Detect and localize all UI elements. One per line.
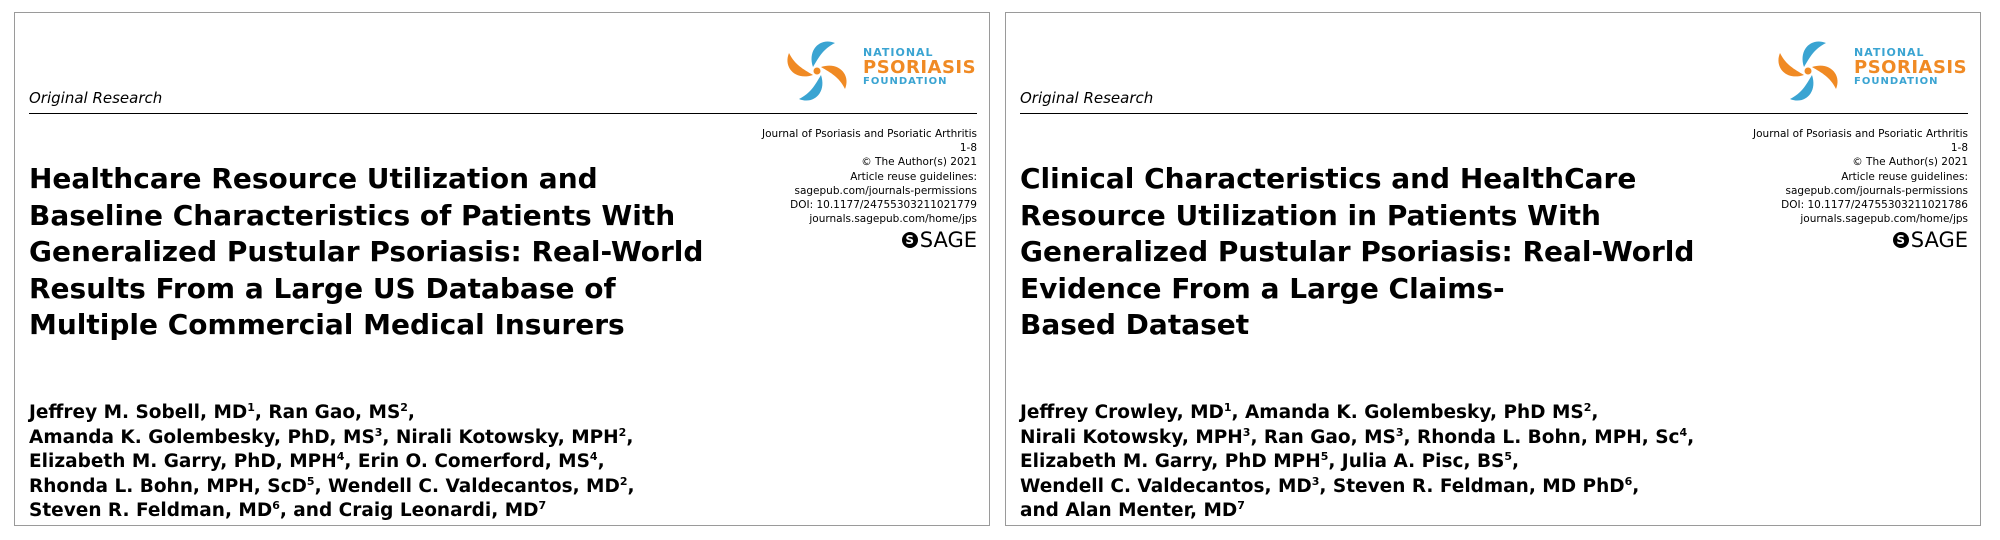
title-line: Multiple Commercial Medical Insurers <box>29 308 625 342</box>
author-name: Jeffrey M. Sobell, MD <box>29 402 248 423</box>
title-line: Results From a Large US Database of <box>29 271 616 305</box>
affiliation-superscript: 5 <box>1320 450 1329 464</box>
author-line <box>1020 499 1780 524</box>
journal-name: Journal of Psoriasis and Psoriatic Arthritis <box>1753 128 1968 140</box>
title-line: Resource Utilization in Patients With <box>1020 198 1601 232</box>
npf-logo-icon <box>777 31 857 111</box>
affiliation-superscript: 2 <box>618 425 627 439</box>
affiliation-superscript: 7 <box>538 499 547 513</box>
affiliation-superscript: 2 <box>1583 400 1592 414</box>
logo-line-2: PSORIASIS <box>863 56 977 78</box>
logo-line-3: FOUNDATION <box>863 76 948 88</box>
author-name: , Steven R. Feldman, MD PhD <box>1319 475 1625 497</box>
reuse-guidelines-label: Article reuse guidelines: <box>850 170 977 183</box>
author-separator: , <box>626 426 634 448</box>
section-label: Original Research <box>1020 89 1154 107</box>
author-name: Rhonda L. Bohn, MPH, ScD <box>29 475 307 497</box>
affiliation-superscript: 6 <box>272 499 280 513</box>
author-name: Nirali Kotowsky, MPH <box>1020 426 1243 448</box>
article-card-left <box>14 12 990 526</box>
sage-wordmark: SAGE <box>1910 228 1968 253</box>
npf-logo <box>1768 23 1968 113</box>
journal-name: Journal of Psoriasis and Psoriatic Arthritis <box>762 128 977 140</box>
journal-pages: 1-8 <box>1950 142 1968 155</box>
affiliation-superscript: 2 <box>400 400 408 414</box>
permissions-link[interactable]: sagepub.com/journals-permissions <box>1785 184 1968 197</box>
author-line <box>1020 426 1780 451</box>
author-line <box>29 499 789 524</box>
title-line: Clinical Characteristics and HealthCare <box>1020 162 1637 195</box>
logo-line-3: FOUNDATION <box>1854 76 1939 88</box>
section-label: Original Research <box>29 89 163 107</box>
author-name: Elizabeth M. Garry, PhD MPH <box>1020 451 1321 473</box>
author-name: , Nirali Kotowsky, MPH <box>382 426 619 448</box>
affiliation-superscript: 3 <box>1311 474 1320 488</box>
npf-logo-wordmark <box>1854 47 1967 88</box>
permissions-link[interactable]: sagepub.com/journals-permissions <box>794 184 977 197</box>
affiliation-superscript: 4 <box>336 450 345 464</box>
affiliation-superscript: 5 <box>306 474 315 488</box>
title-line: Evidence From a Large Claims- <box>1020 271 1505 305</box>
author-separator: , <box>597 451 605 473</box>
affiliation-superscript: 4 <box>589 450 598 464</box>
header-rule <box>29 113 977 114</box>
author-name: Wendell C. Valdecantos, MD <box>1020 475 1312 497</box>
title-line: Generalized Pustular Psoriasis: Real-World <box>1020 235 1695 269</box>
author-line <box>1020 475 1780 500</box>
author-name: , Rhonda L. Bohn, MPH, Sc <box>1403 426 1680 448</box>
journal-info <box>762 127 977 251</box>
article-title <box>29 161 769 344</box>
author-name: Jeffrey Crowley, MD <box>1020 402 1224 423</box>
author-name: Elizabeth M. Garry, PhD, MPH <box>29 451 337 473</box>
doi-text[interactable]: DOI: 10.1177/24755303211021779 <box>790 199 977 212</box>
author-line <box>29 426 789 451</box>
affiliation-superscript: 6 <box>1624 474 1633 488</box>
journal-home-link[interactable]: journals.sagepub.com/home/jps <box>809 213 977 226</box>
author-line <box>29 475 789 500</box>
author-line <box>29 450 789 475</box>
logo-line-1: NATIONAL <box>1854 46 1925 59</box>
npf-logo-wordmark <box>863 47 976 88</box>
affiliation-superscript: 7 <box>1237 499 1245 513</box>
affiliation-superscript: 5 <box>1504 450 1513 464</box>
title-line: Generalized Pustular Psoriasis: Real-World <box>29 235 704 269</box>
title-line: Healthcare Resource Utilization and <box>29 162 598 195</box>
author-name: and Alan Menter, MD <box>1020 500 1238 522</box>
author-name: , Ran Gao, MS <box>1250 426 1396 448</box>
author-separator: , <box>407 402 415 423</box>
journal-pages: 1-8 <box>959 142 977 155</box>
author-name: , and Craig Leonardi, MD <box>279 500 539 522</box>
journal-copyright: © The Author(s) 2021 <box>1852 156 1968 169</box>
author-list <box>1020 401 1780 524</box>
author-separator: , <box>1687 426 1695 448</box>
affiliation-superscript: 3 <box>1242 425 1251 439</box>
journal-home-link[interactable]: journals.sagepub.com/home/jps <box>1800 213 1968 226</box>
author-separator: , <box>1512 451 1520 473</box>
author-name: , Erin O. Comerford, MS <box>344 451 590 473</box>
affiliation-superscript: 2 <box>619 474 628 488</box>
author-name: Steven R. Feldman, MD <box>29 500 273 522</box>
author-separator: , <box>1591 402 1599 423</box>
affiliation-superscript: 4 <box>1679 425 1688 439</box>
author-name: , Julia A. Pisc, BS <box>1328 451 1505 473</box>
author-name: Amanda K. Golembesky, PhD, MS <box>29 426 375 448</box>
article-card-right <box>1005 12 1981 526</box>
logo-line-1: NATIONAL <box>863 46 934 59</box>
doi-text[interactable]: DOI: 10.1177/24755303211021786 <box>1781 199 1968 212</box>
affiliation-superscript: 1 <box>1223 400 1232 414</box>
journal-info <box>1753 127 1968 251</box>
npf-logo <box>777 23 977 113</box>
author-name: , Ran Gao, MS <box>254 402 401 423</box>
author-line <box>29 401 789 426</box>
affiliation-superscript: 3 <box>374 425 383 439</box>
sage-mark-icon: S <box>902 232 918 248</box>
author-separator: , <box>1632 475 1640 497</box>
sage-wordmark: SAGE <box>919 228 977 253</box>
sage-logo <box>1753 229 1968 251</box>
author-line <box>1020 450 1780 475</box>
article-title <box>1020 161 1760 344</box>
title-line: Baseline Characteristics of Patients With <box>29 198 676 232</box>
author-name: , Wendell C. Valdecantos, MD <box>314 475 620 497</box>
reuse-guidelines-label: Article reuse guidelines: <box>1841 170 1968 183</box>
affiliation-superscript: 1 <box>247 400 255 414</box>
affiliation-superscript: 3 <box>1395 425 1404 439</box>
npf-logo-icon <box>1768 31 1848 111</box>
sage-mark-icon: S <box>1893 232 1909 248</box>
header-rule <box>1020 113 1968 114</box>
sage-logo <box>762 229 977 251</box>
author-list <box>29 401 789 524</box>
author-name: , Amanda K. Golembesky, PhD MS <box>1231 402 1584 423</box>
title-line: Based Dataset <box>1020 308 1250 342</box>
logo-line-2: PSORIASIS <box>1854 56 1968 78</box>
author-separator: , <box>627 475 635 497</box>
journal-copyright: © The Author(s) 2021 <box>861 156 977 169</box>
author-line <box>1020 401 1780 426</box>
